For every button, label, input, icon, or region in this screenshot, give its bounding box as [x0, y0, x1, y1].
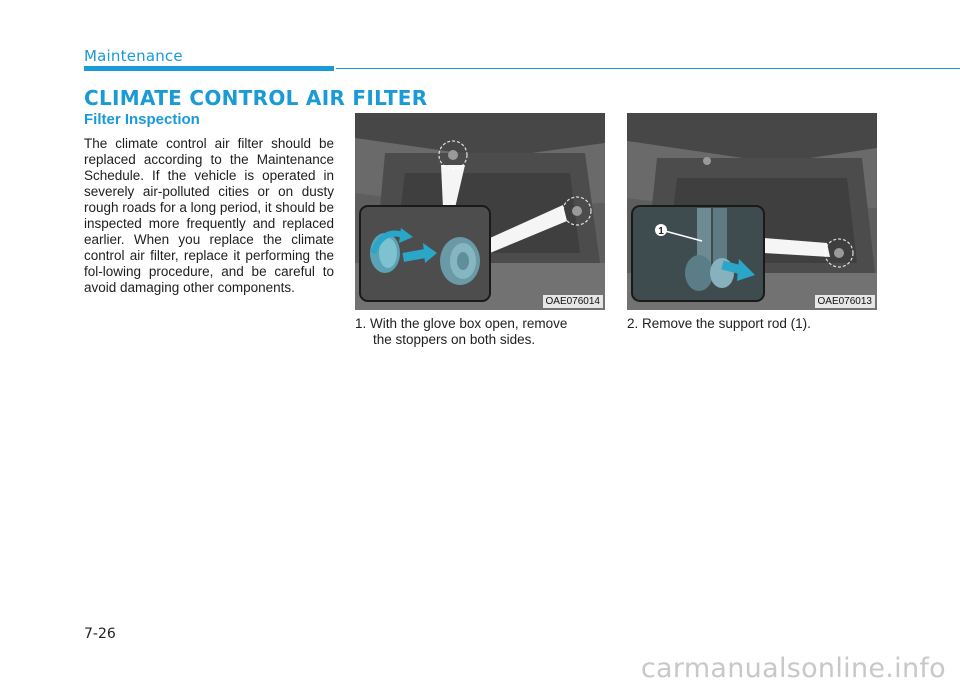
- step-1-line-2: the stoppers on both sides.: [373, 332, 536, 347]
- figure-code: OAE076013: [815, 295, 876, 308]
- body-paragraph: The climate control air filter should be replaced according to the Maintenance Schedule. If the vehicle is operated in severely air-polluted cities or on dusty rough roads for a long period, it should be inspected more frequently and replaced earlier. When you replace the climate control air filter, replace it performing the fol-lowing procedure, and be careful to avoid damaging other components.: [84, 136, 334, 295]
- figure-support-rod: [627, 113, 877, 310]
- step-2: [627, 316, 877, 332]
- header-rule-thick: [84, 66, 334, 71]
- header-rule-thin: [336, 68, 960, 69]
- step-1-line-1: With the glove box open, remove: [370, 316, 568, 331]
- step-2-text: Remove the support rod (1).: [642, 316, 811, 331]
- callout-label: 1: [658, 226, 664, 237]
- step-1: [355, 316, 605, 348]
- section-label: Maintenance: [84, 47, 183, 65]
- figure-stoppers: [355, 113, 605, 310]
- page-title: CLIMATE CONTROL AIR FILTER: [84, 86, 428, 110]
- section-subtitle: Filter Inspection: [84, 111, 200, 128]
- step-2-number: 2.: [627, 316, 639, 331]
- watermark: carmanualsonline.info: [640, 653, 946, 684]
- glove-box-illustration-2: [627, 113, 877, 310]
- page-number: 7-26: [84, 626, 116, 642]
- step-1-number: 1.: [355, 316, 367, 331]
- glove-box-illustration-1: [355, 113, 605, 310]
- figure-code: OAE076014: [543, 295, 604, 308]
- stopper-right-icon: [440, 237, 480, 285]
